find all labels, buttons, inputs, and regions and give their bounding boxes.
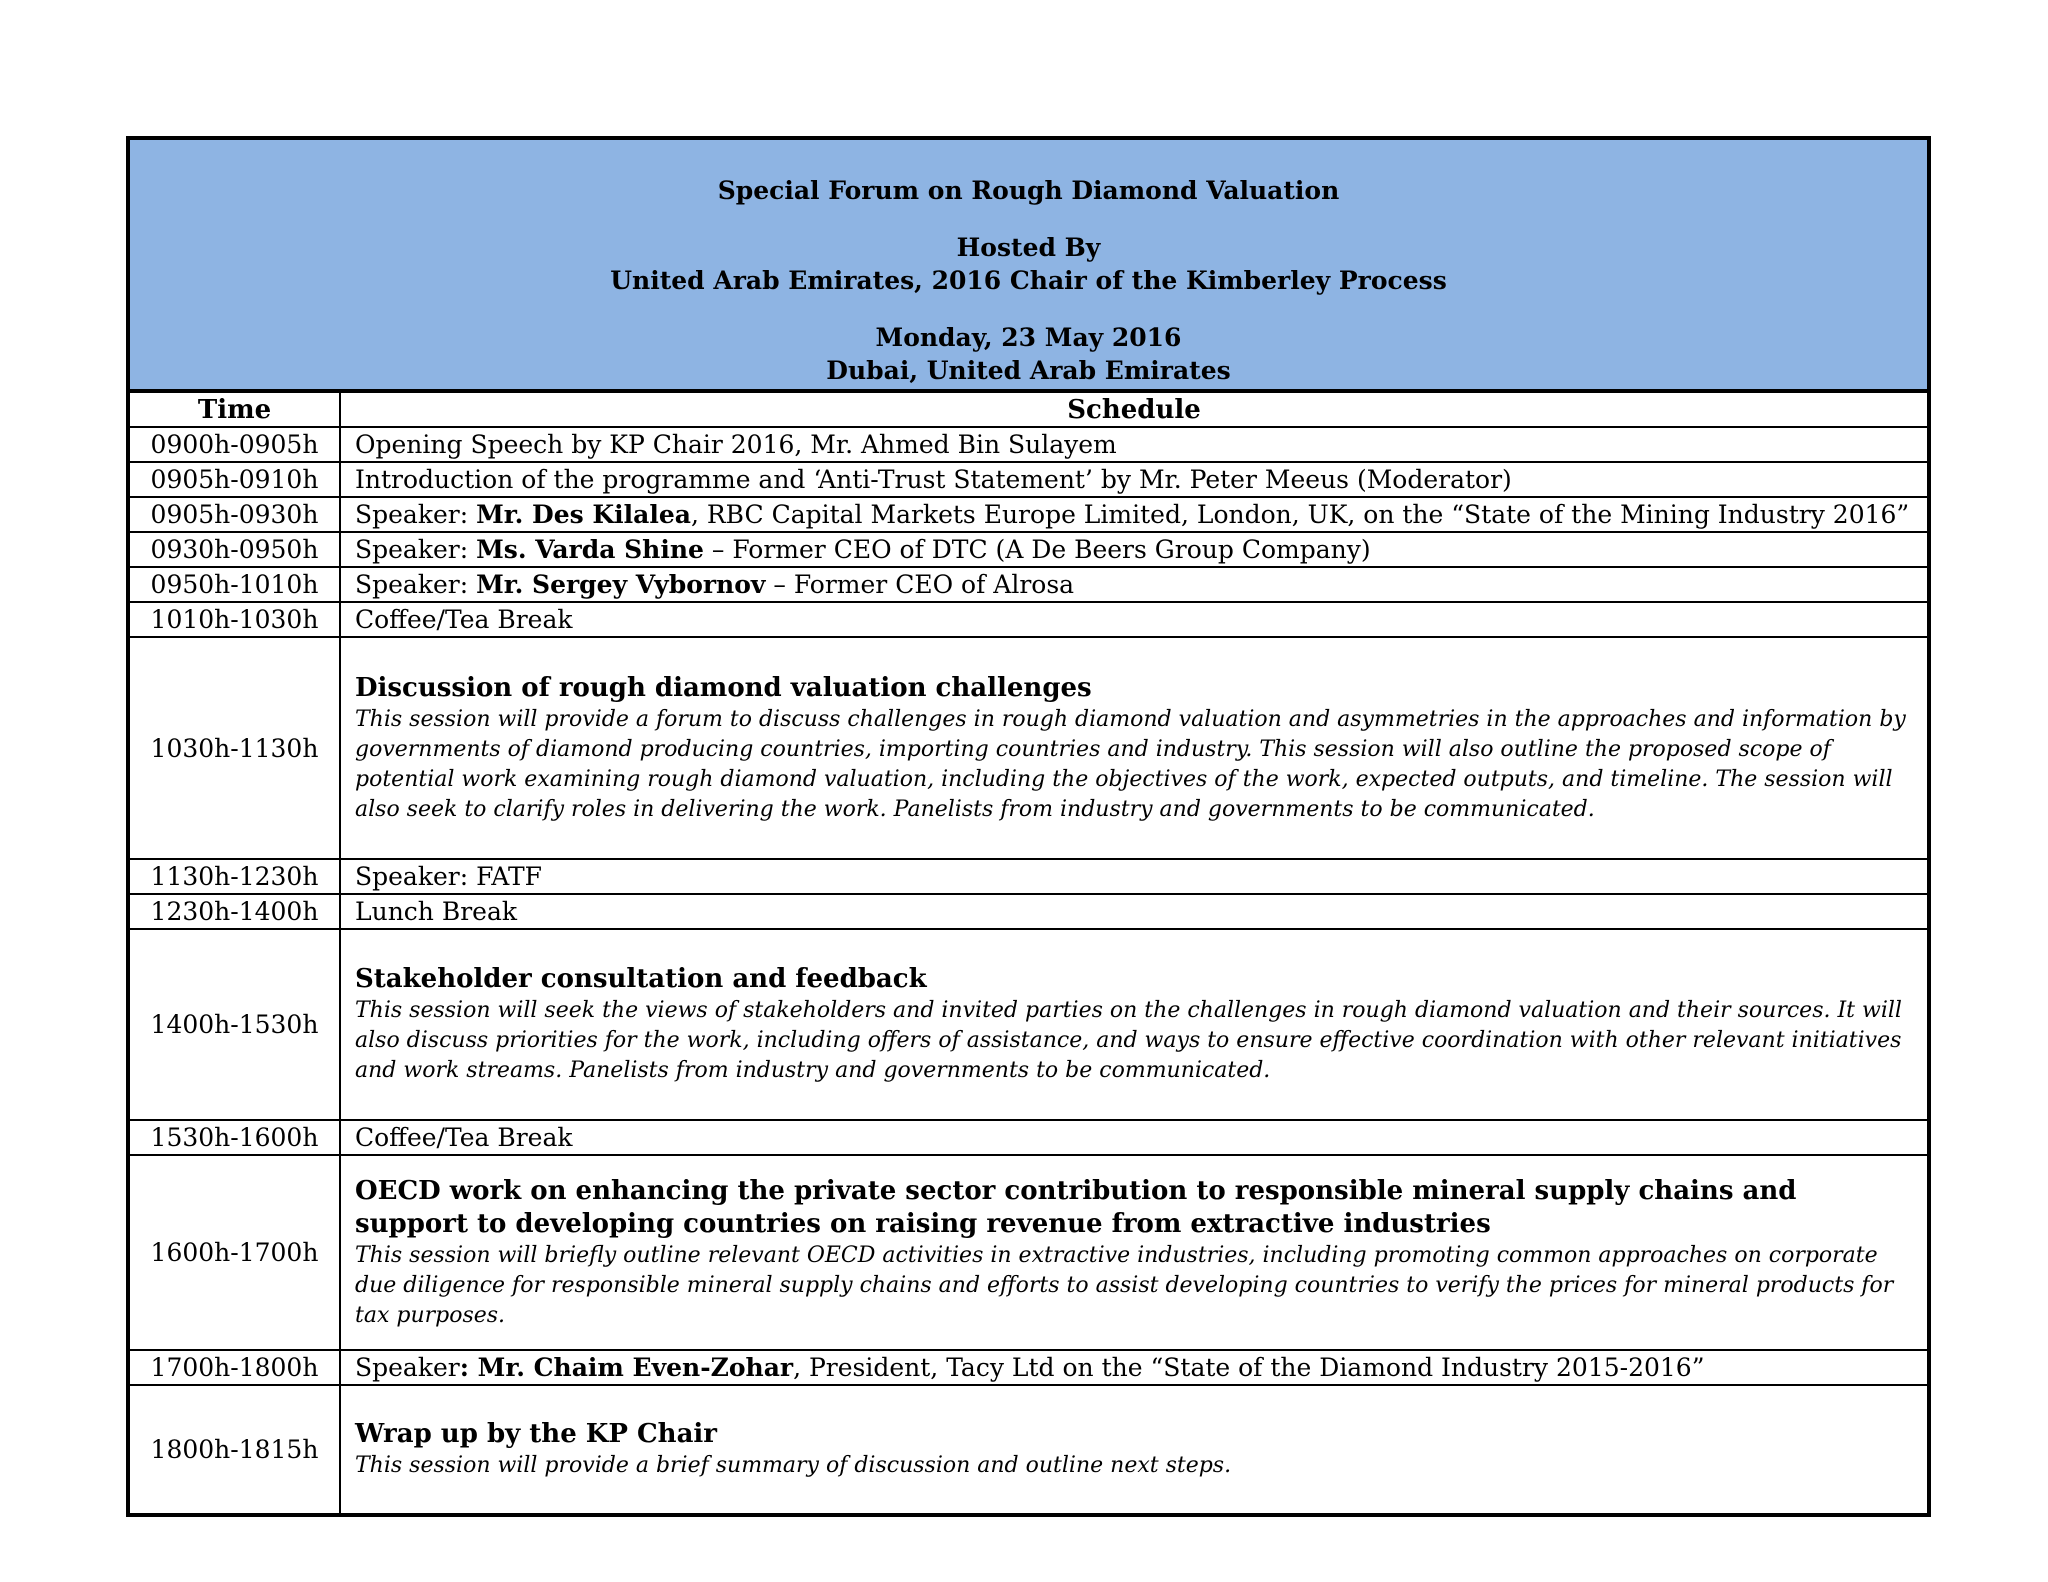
schedule-cell <box>340 1350 1927 1385</box>
time-cell: 0905h-0910h <box>130 462 340 497</box>
time-cell: 0900h-0905h <box>130 427 340 462</box>
time-cell: 1600h-1700h <box>130 1155 340 1350</box>
speaker-label: Speaker <box>355 1353 460 1382</box>
speaker-detail: – Former CEO of Alrosa <box>765 570 1075 599</box>
table-row <box>130 929 1927 1120</box>
speaker-detail: – Former CEO of DTC (A De Beers Group Company) <box>703 535 1371 564</box>
schedule-cell <box>340 637 1927 859</box>
schedule-cell: Coffee/Tea Break <box>340 602 1927 637</box>
time-cell: 1400h-1530h <box>130 929 340 1120</box>
schedule-cell <box>340 929 1927 1120</box>
agenda-document <box>126 136 1931 1517</box>
event-date: Monday, 23 May 2016 <box>875 323 1182 352</box>
speaker-label: Speaker: <box>355 500 477 529</box>
time-cell: 1800h-1815h <box>130 1385 340 1513</box>
forum-title: Special Forum on Rough Diamond Valuation <box>717 176 1340 205</box>
table-row <box>130 894 1927 929</box>
speaker-name: Mr. Des Kilalea <box>476 500 691 529</box>
speaker-name: Ms. Varda Shine <box>476 535 704 564</box>
time-column-header: Time <box>130 393 340 427</box>
agenda-header <box>130 140 1927 393</box>
table-row <box>130 427 1927 462</box>
time-cell: 1010h-1030h <box>130 602 340 637</box>
time-cell: 1530h-1600h <box>130 1120 340 1155</box>
table-row <box>130 567 1927 602</box>
schedule-cell <box>340 1385 1927 1513</box>
time-cell: 0950h-1010h <box>130 567 340 602</box>
table-header-row <box>130 393 1927 427</box>
schedule-table <box>130 393 1927 1513</box>
table-row <box>130 462 1927 497</box>
table-row <box>130 1385 1927 1513</box>
table-row <box>130 602 1927 637</box>
schedule-column-header: Schedule <box>340 393 1927 427</box>
schedule-cell <box>340 1155 1927 1350</box>
schedule-cell: Lunch Break <box>340 894 1927 929</box>
speaker-name: : Mr. Chaim Even-Zohar <box>459 1353 794 1382</box>
table-row <box>130 497 1927 532</box>
speaker-name: Mr. Sergey Vybornov <box>476 570 766 599</box>
table-row <box>130 532 1927 567</box>
session-description: This session will provide a forum to discuss challenges in rough diamond valuation and asymmetries in the approaches and information by governments of diamond producing countries, importing countries and industry. This session will also outline the proposed scope of potential work examining rough diamond valuation, including the objectives of the work, expected outputs, and timeline. The session will also seek to clarify roles in delivering the work. Panelists from industry and governments to be communicated. <box>355 706 1906 822</box>
schedule-cell <box>340 567 1927 602</box>
schedule-cell <box>340 532 1927 567</box>
speaker-label: Speaker: <box>355 535 477 564</box>
schedule-cell: Speaker: FATF <box>340 859 1927 894</box>
table-row <box>130 859 1927 894</box>
schedule-cell: Coffee/Tea Break <box>340 1120 1927 1155</box>
schedule-cell: Opening Speech by KP Chair 2016, Mr. Ahmed Bin Sulayem <box>340 427 1927 462</box>
table-row <box>130 637 1927 859</box>
session-title: Stakeholder consultation and feedback <box>355 964 927 994</box>
session-description: This session will briefly outline relevant OECD activities in extractive industries, including promoting common approaches on corporate due diligence for responsible mineral supply chains and efforts to assist developing countries to verify the prices for mineral products for tax purposes. <box>355 1242 1894 1328</box>
time-cell: 0930h-0950h <box>130 532 340 567</box>
time-cell: 1130h-1230h <box>130 859 340 894</box>
session-title: Wrap up by the KP Chair <box>355 1419 718 1449</box>
time-cell: 0905h-0930h <box>130 497 340 532</box>
time-cell: 1030h-1130h <box>130 637 340 859</box>
host-name: United Arab Emirates, 2016 Chair of the Kimberley Process <box>610 266 1447 295</box>
speaker-detail: , RBC Capital Markets Europe Limited, London, UK, on the “State of the Mining Industry 2016” <box>690 500 1910 529</box>
session-description: This session will seek the views of stakeholders and invited parties on the challenges in rough diamond valuation and their sources. It will also discuss priorities for the work, including offers of assistance, and ways to ensure effective coordination with other relevant initiatives and work streams. Panelists from industry and governments to be communicated. <box>355 998 1902 1083</box>
event-location: Dubai, United Arab Emirates <box>826 356 1231 385</box>
table-row <box>130 1120 1927 1155</box>
schedule-cell: Introduction of the programme and ‘Anti-Trust Statement’ by Mr. Peter Meeus (Moderator) <box>340 462 1927 497</box>
table-row <box>130 1350 1927 1385</box>
time-cell: 1700h-1800h <box>130 1350 340 1385</box>
table-row <box>130 1155 1927 1350</box>
time-cell: 1230h-1400h <box>130 894 340 929</box>
session-title: OECD work on enhancing the private sector contribution to responsible mineral supply chains and support to developing countries on raising revenue from extractive industries <box>355 1175 1797 1239</box>
hosted-by-label: Hosted By <box>956 233 1101 262</box>
schedule-cell <box>340 497 1927 532</box>
session-description: This session will provide a brief summary of discussion and outline next steps. <box>355 1453 1232 1478</box>
session-title: Discussion of rough diamond valuation challenges <box>355 672 1092 703</box>
speaker-label: Speaker: <box>355 570 477 599</box>
speaker-detail: , President, Tacy Ltd on the “State of the Diamond Industry 2015-2016” <box>793 1353 1705 1382</box>
